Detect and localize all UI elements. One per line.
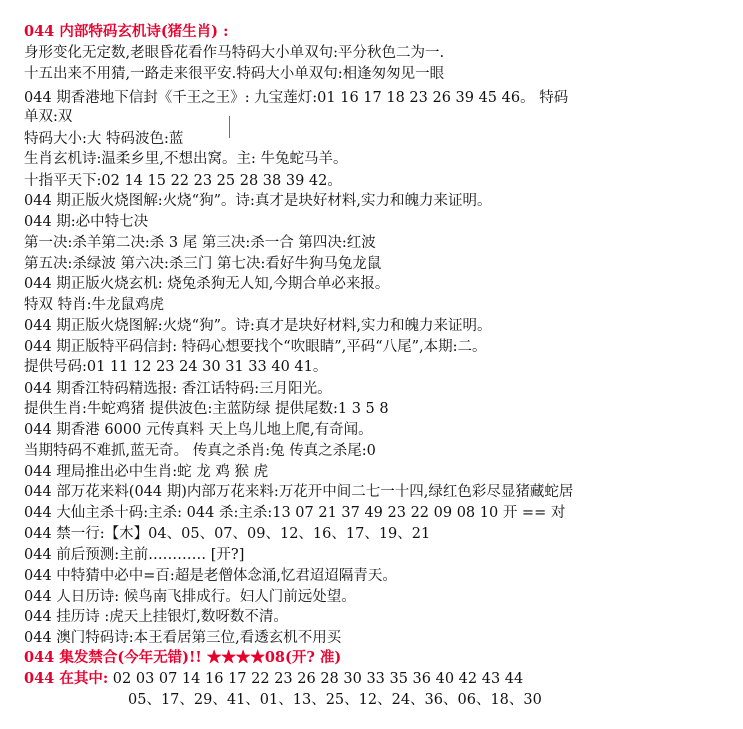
text-line: 单双:双 xyxy=(24,109,73,125)
text-line: 044 部万花来料(044 期)内部万花来料:万花开中间二七一十四,绿红色彩尽显猪藏蛇居 xyxy=(24,484,574,500)
numbers-line xyxy=(24,669,733,689)
text-line: 044 理局推出必中生肖:蛇 龙 鸡 猴 虎 xyxy=(24,464,269,480)
document-title: 044 内部特码玄机诗(猪生肖) : xyxy=(24,23,229,40)
text-line: 044 禁一行:【木】04、05、07、09、12、16、17、19、21 xyxy=(24,526,431,542)
text-line: 044 期正版火烧玄机: 烧兔杀狗无人知,今期合单必来报。 xyxy=(24,276,390,292)
text-line: 044 期香港 6000 元传真料 天上鸟儿地上爬,有奇闻。 xyxy=(24,422,373,438)
text-line: 044 期香港地下信封《千王之王》: 九宝莲灯:01 16 17 18 23 26 39 45 46。 特码 xyxy=(24,90,569,106)
text-line: 十指平天下:02 14 15 22 23 25 28 38 39 42。 xyxy=(24,173,342,189)
text-line: 提供生肖:牛蛇鸡猪 提供波色:主蓝防绿 提供尾数:1 3 5 8 xyxy=(24,401,389,417)
text-line: 提供号码:01 11 12 23 24 30 31 33 40 41。 xyxy=(24,359,328,375)
numbers-line: 05、17、29、41、01、13、25、12、24、36、06、18、30 xyxy=(128,692,542,708)
poem-line: 十五出来不用猜,一路走来很平安.特码大小单双句:相逢匆匆见一眼 xyxy=(24,66,445,82)
poem-line: 身形变化无定数,老眼昏花看作马特码大小单双句:平分秋色二为一. xyxy=(24,45,445,61)
highlight-line: 044 集发禁合(今年无错)!! ★★★★08(开? 准) xyxy=(24,649,342,666)
text-line: 044 期正版火烧图解:火烧“狗”。诗:真才是块好材料,实力和魄力来证明。 xyxy=(24,193,492,209)
text-line: 044 澳门特码诗:本王看居第三位,看透玄机不用买 xyxy=(24,630,342,646)
text-line: 044 期香江特码精选报: 香江话特码:三月阳光。 xyxy=(24,381,332,397)
text-cursor xyxy=(229,116,230,138)
text-line: 044 期正版特平码信封: 特码心想要找个“吹眼睛”,平码“八尾”,本期:二。 xyxy=(24,339,487,355)
text-line: 第五决:杀绿波 第六决:杀三门 第七决:看好牛狗马兔龙鼠 xyxy=(24,256,382,272)
text-line: 044 期:必中特七决 xyxy=(24,214,149,230)
text-line: 当期特码不难抓,蓝无奇。 传真之杀肖:兔 传真之杀尾:0 xyxy=(24,443,376,459)
text-line: 第一决:杀羊第二决:杀 3 尾 第三决:杀一合 第四决:红波 xyxy=(24,235,376,251)
text-line: 044 挂历诗 :虎天上挂银灯,数呀数不清。 xyxy=(24,609,288,625)
text-line: 044 大仙主杀十码:主杀: 044 杀:主杀:13 07 21 37 49 23 22 09 08 10 开 == 对 xyxy=(24,505,566,521)
text-line: 044 人日历诗: 候鸟南飞排成行。妇人门前远处望。 xyxy=(24,589,356,605)
text-line: 044 前后预测:主前………… [开?] xyxy=(24,547,245,563)
text-line: 特码大小:大 特码波色:蓝 xyxy=(24,131,184,147)
text-line: 生肖玄机诗:温柔乡里,不想出窝。主: 牛兔蛇马羊。 xyxy=(24,151,348,167)
text-line: 特双 特肖:牛龙鼠鸡虎 xyxy=(24,297,164,313)
text-line: 044 中特猜中必中=百:超是老僧体念涌,忆君迢迢隔青天。 xyxy=(24,568,397,584)
text-line: 044 期正版火烧图解:火烧“狗”。诗:真才是块好材料,实力和魄力来证明。 xyxy=(24,318,492,334)
numbers-line-label: 044 在其中: xyxy=(24,670,109,687)
numbers-line-values: 02 03 07 14 16 17 22 23 26 28 30 33 35 36 40 42 43 44 xyxy=(108,671,524,687)
